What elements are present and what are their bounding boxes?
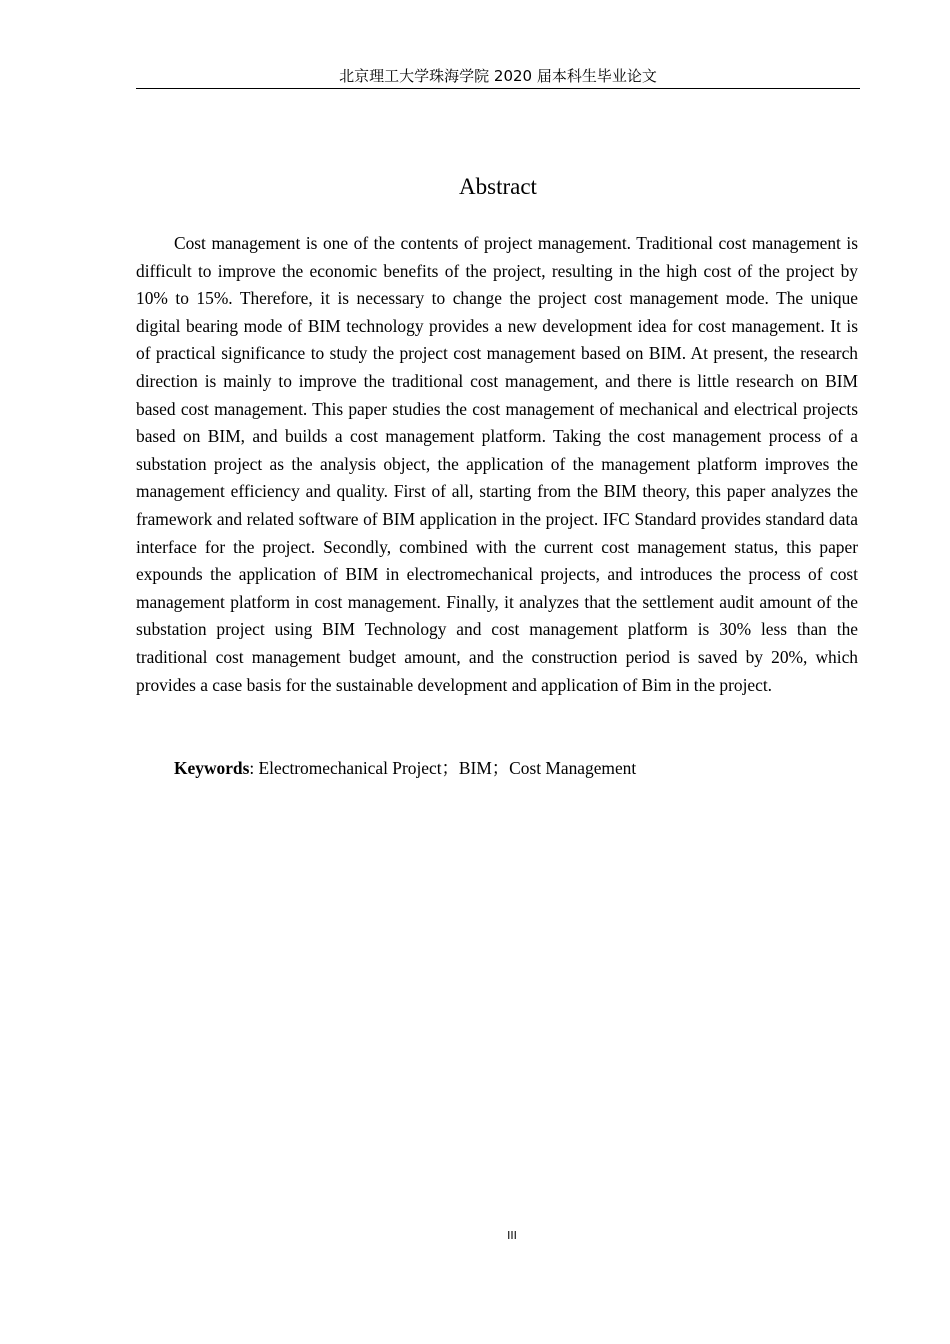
- keywords-label: Keywords: [174, 758, 250, 778]
- keywords-separator: :: [249, 758, 259, 778]
- abstract-title: Abstract: [459, 174, 537, 199]
- keywords-line: [136, 755, 858, 783]
- page-number: III: [507, 1229, 517, 1242]
- keywords-list: Electromechanical Project；BIM；Cost Management: [258, 758, 637, 778]
- abstract-body: Cost management is one of the contents of project management. Traditional cost management is difficult to improve the economic benefits of the project, resulting in the high cost of the project by 10% to 15%. Therefore, it is necessary to change the project cost management mode. The unique digital bearing mode of BIM technology provides a new development idea for cost management. It is of practical significance to study the project cost management based on BIM. At present, the research direction is mainly to improve the traditional cost management, and there is little research on BIM based cost management. This paper studies the cost management of mechanical and electrical projects based on BIM, and builds a cost management platform. Taking the cost management process of a substation project as the analysis object, the application of the management platform improves the management efficiency and quality. First of all, starting from the BIM theory, this paper analyzes the framework and related software of BIM application in the project. IFC Standard provides standard data interface for the project. Secondly, combined with the current cost management status, this paper expounds the application of BIM in electromechanical projects, and introduces the process of cost management platform in cost management. Finally, it analyzes that the settlement audit amount of the substation project using BIM Technology and cost management platform is 30% less than the traditional cost management budget amount, and the construction period is saved by 20%, which provides a case basis for the sustainable development and application of Bim in the project.: [136, 233, 858, 695]
- running-header: 北京理工大学珠海学院 2020 届本科生毕业论文: [136, 64, 860, 89]
